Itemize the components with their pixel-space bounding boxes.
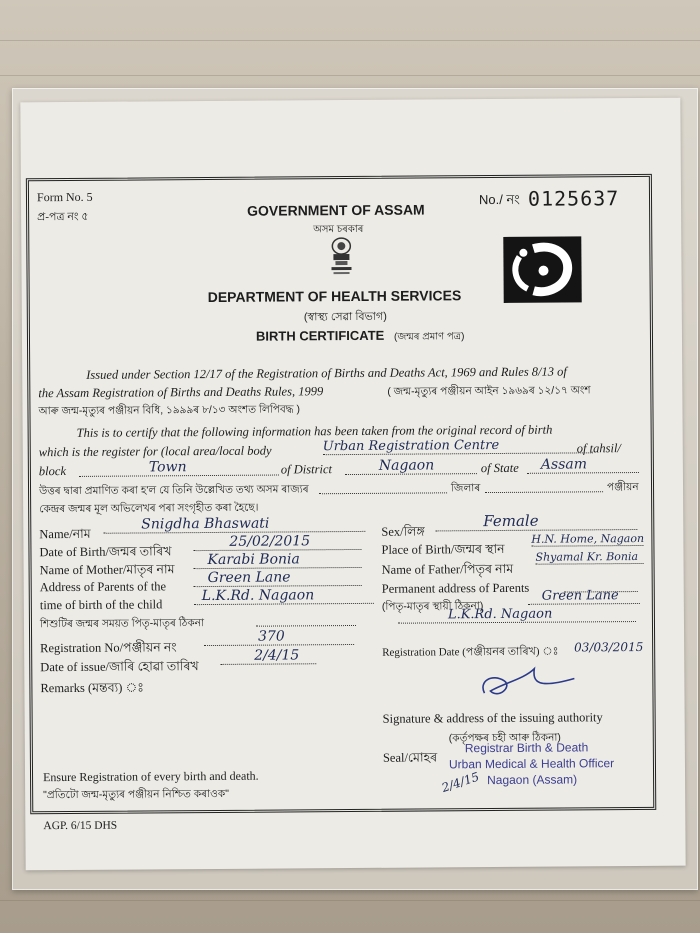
block-value: Town	[79, 459, 279, 477]
sex-label: Sex/লিঙ্গ	[381, 524, 425, 539]
signature-label-local: (কৰ্তৃপক্ষৰ চহী আৰু ঠিকনা)	[448, 731, 561, 745]
government-title-local: অসম চৰকাৰ	[313, 223, 364, 236]
address-value-1: Green Lane	[194, 569, 362, 587]
certify-line-2-end: of tahsil/	[576, 441, 621, 456]
stamp-date: 2/4/15	[439, 769, 481, 795]
birth-certificate	[20, 98, 685, 871]
block-label: block	[38, 464, 67, 479]
issued-line-2-local: ( জন্ম-মৃত্যুৰ পঞ্জীয়ন আইন ১৯৬৯ৰ ১২/১৭ অংশ	[387, 384, 591, 398]
stamp-line-1: Registrar Birth & Death	[464, 740, 589, 756]
local-address-label: শিশুটিৰ জন্মৰ সময়ত পিতৃ-মাতৃৰ ঠিকনা	[39, 617, 205, 631]
department-title-local: (স্বাস্থ্য সেৱা বিভাগ)	[303, 310, 387, 324]
registration-date-value: 03/03/2015	[574, 639, 644, 655]
department-title: DEPARTMENT OF HEALTH SERVICES	[207, 287, 462, 306]
signature-label: Signature & address of the issuing authority	[382, 710, 603, 726]
name-label: Name/নাম	[39, 526, 91, 542]
local-line-2: কেন্দ্ৰৰ জন্মৰ মূল অভিলেখৰ পৰা সংগৃহীত কৰা হৈছে।	[39, 501, 259, 516]
place-of-birth-label: Place of Birth/জন্মৰ স্থান	[381, 541, 505, 557]
mother-label: Name of Mother/মাতৃৰ নাম	[39, 562, 175, 578]
footer-code: AGP. 6/15 DHS	[43, 819, 118, 833]
seal-label: Seal/মোহৰ	[382, 750, 438, 765]
local-line-1-end: পঞ্জীয়ন	[606, 481, 639, 494]
state-value: Assam	[527, 456, 639, 474]
mother-value: Karabi Bonia	[193, 551, 361, 569]
signature-mark	[474, 658, 584, 703]
state-label: of State	[480, 460, 519, 476]
address-label-2: time of birth of the child	[39, 597, 163, 613]
certify-line-2: which is the register for (local area/local body	[38, 443, 272, 460]
permanent-address-value-1: Green Lane	[528, 588, 640, 605]
issued-line-1: Issued under Section 12/17 of the Registration of Births and Deaths Act, 1969 and Rules 8/13 of	[86, 364, 567, 382]
address-label: Address of Parents of the	[39, 579, 167, 595]
state-emblem-icon	[327, 236, 355, 278]
local-line-1-mid: জিলাৰ	[450, 482, 481, 495]
district-label: of District	[280, 462, 332, 477]
government-title: GOVERNMENT OF ASSAM	[247, 201, 425, 219]
certify-line-1: This is to certify that the following information has been taken from the original record of birth	[76, 422, 553, 440]
local-body-value: Urban Registration Centre	[323, 437, 593, 455]
registration-date-label: Registration Date (পঞ্জীয়নৰ তাৰিখ) ঃ	[382, 645, 559, 659]
ensure-registration-line-local: "প্ৰতিটো জন্ম-মৃত্যুৰ পঞ্জীয়ন নিশ্চিত কৰাওক"	[43, 787, 229, 802]
issue-date-label: Date of issue/জাৰি হোৱা তাৰিখ	[40, 659, 199, 675]
father-label: Name of Father/পিতৃৰ নাম	[381, 561, 514, 577]
issued-line-3-local: আৰু জন্ম-মৃত্যুৰ পঞ্জীয়ন বিধি, ১৯৯৯ৰ ৮/১৩ অংশত লিপিবদ্ধ )	[38, 403, 300, 418]
district-value: Nagaon	[345, 457, 477, 475]
permanent-address-label-local: (পিতৃ-মাতৃৰ স্থায়ী ঠিকনা)	[381, 600, 484, 613]
dob-value: 25/02/2015	[193, 533, 361, 551]
stamp-line-2: Urban Medical & Health Officer	[448, 756, 615, 772]
sex-value: Female	[435, 511, 637, 531]
health-department-logo	[503, 236, 581, 303]
father-value: Shyamal Kr. Bonia	[535, 550, 643, 565]
form-number-local: প্ৰ-পত্ৰ নং ৫	[37, 210, 89, 224]
serial-number: 0125637	[527, 186, 620, 211]
name-value: Snigdha Bhaswati	[103, 515, 365, 534]
serial-label: No./ নং	[478, 191, 520, 208]
registration-number-value: 370	[204, 628, 354, 646]
form-number: Form No. 5	[36, 189, 93, 205]
place-of-birth-value: H.N. Home, Nagaon	[531, 531, 645, 546]
permanent-address-value-2: L.K.Rd. Nagaon	[398, 606, 636, 624]
issued-line-2: the Assam Registration of Births and Deaths Rules, 1999	[38, 384, 324, 401]
dob-label: Date of Birth/জন্মৰ তাৰিখ	[39, 544, 172, 560]
certificate-title-local: (জন্মৰ প্ৰমাণ পত্ৰ)	[393, 331, 465, 343]
registration-number-label: Registration No/পঞ্জীয়ন নং	[40, 640, 177, 656]
ensure-registration-line: Ensure Registration of every birth and death.	[42, 768, 259, 785]
remarks-label: Remarks (মন্তব্য) ঃ	[40, 680, 144, 696]
address-value-2: L.K.Rd. Nagaon	[194, 587, 374, 605]
local-line-1: উত্তৰ দ্বাৰা প্ৰমাণিত কৰা হ'ল যে তিনি উল্লেখিত তথ্য অসম ৰাজ্যৰ	[39, 483, 309, 498]
stamp-line-3: Nagaon (Assam)	[487, 772, 578, 788]
certificate-title: BIRTH CERTIFICATE	[255, 327, 385, 344]
issue-date-value: 2/4/15	[220, 647, 316, 665]
permanent-address-label: Permanent address of Parents	[381, 580, 530, 596]
